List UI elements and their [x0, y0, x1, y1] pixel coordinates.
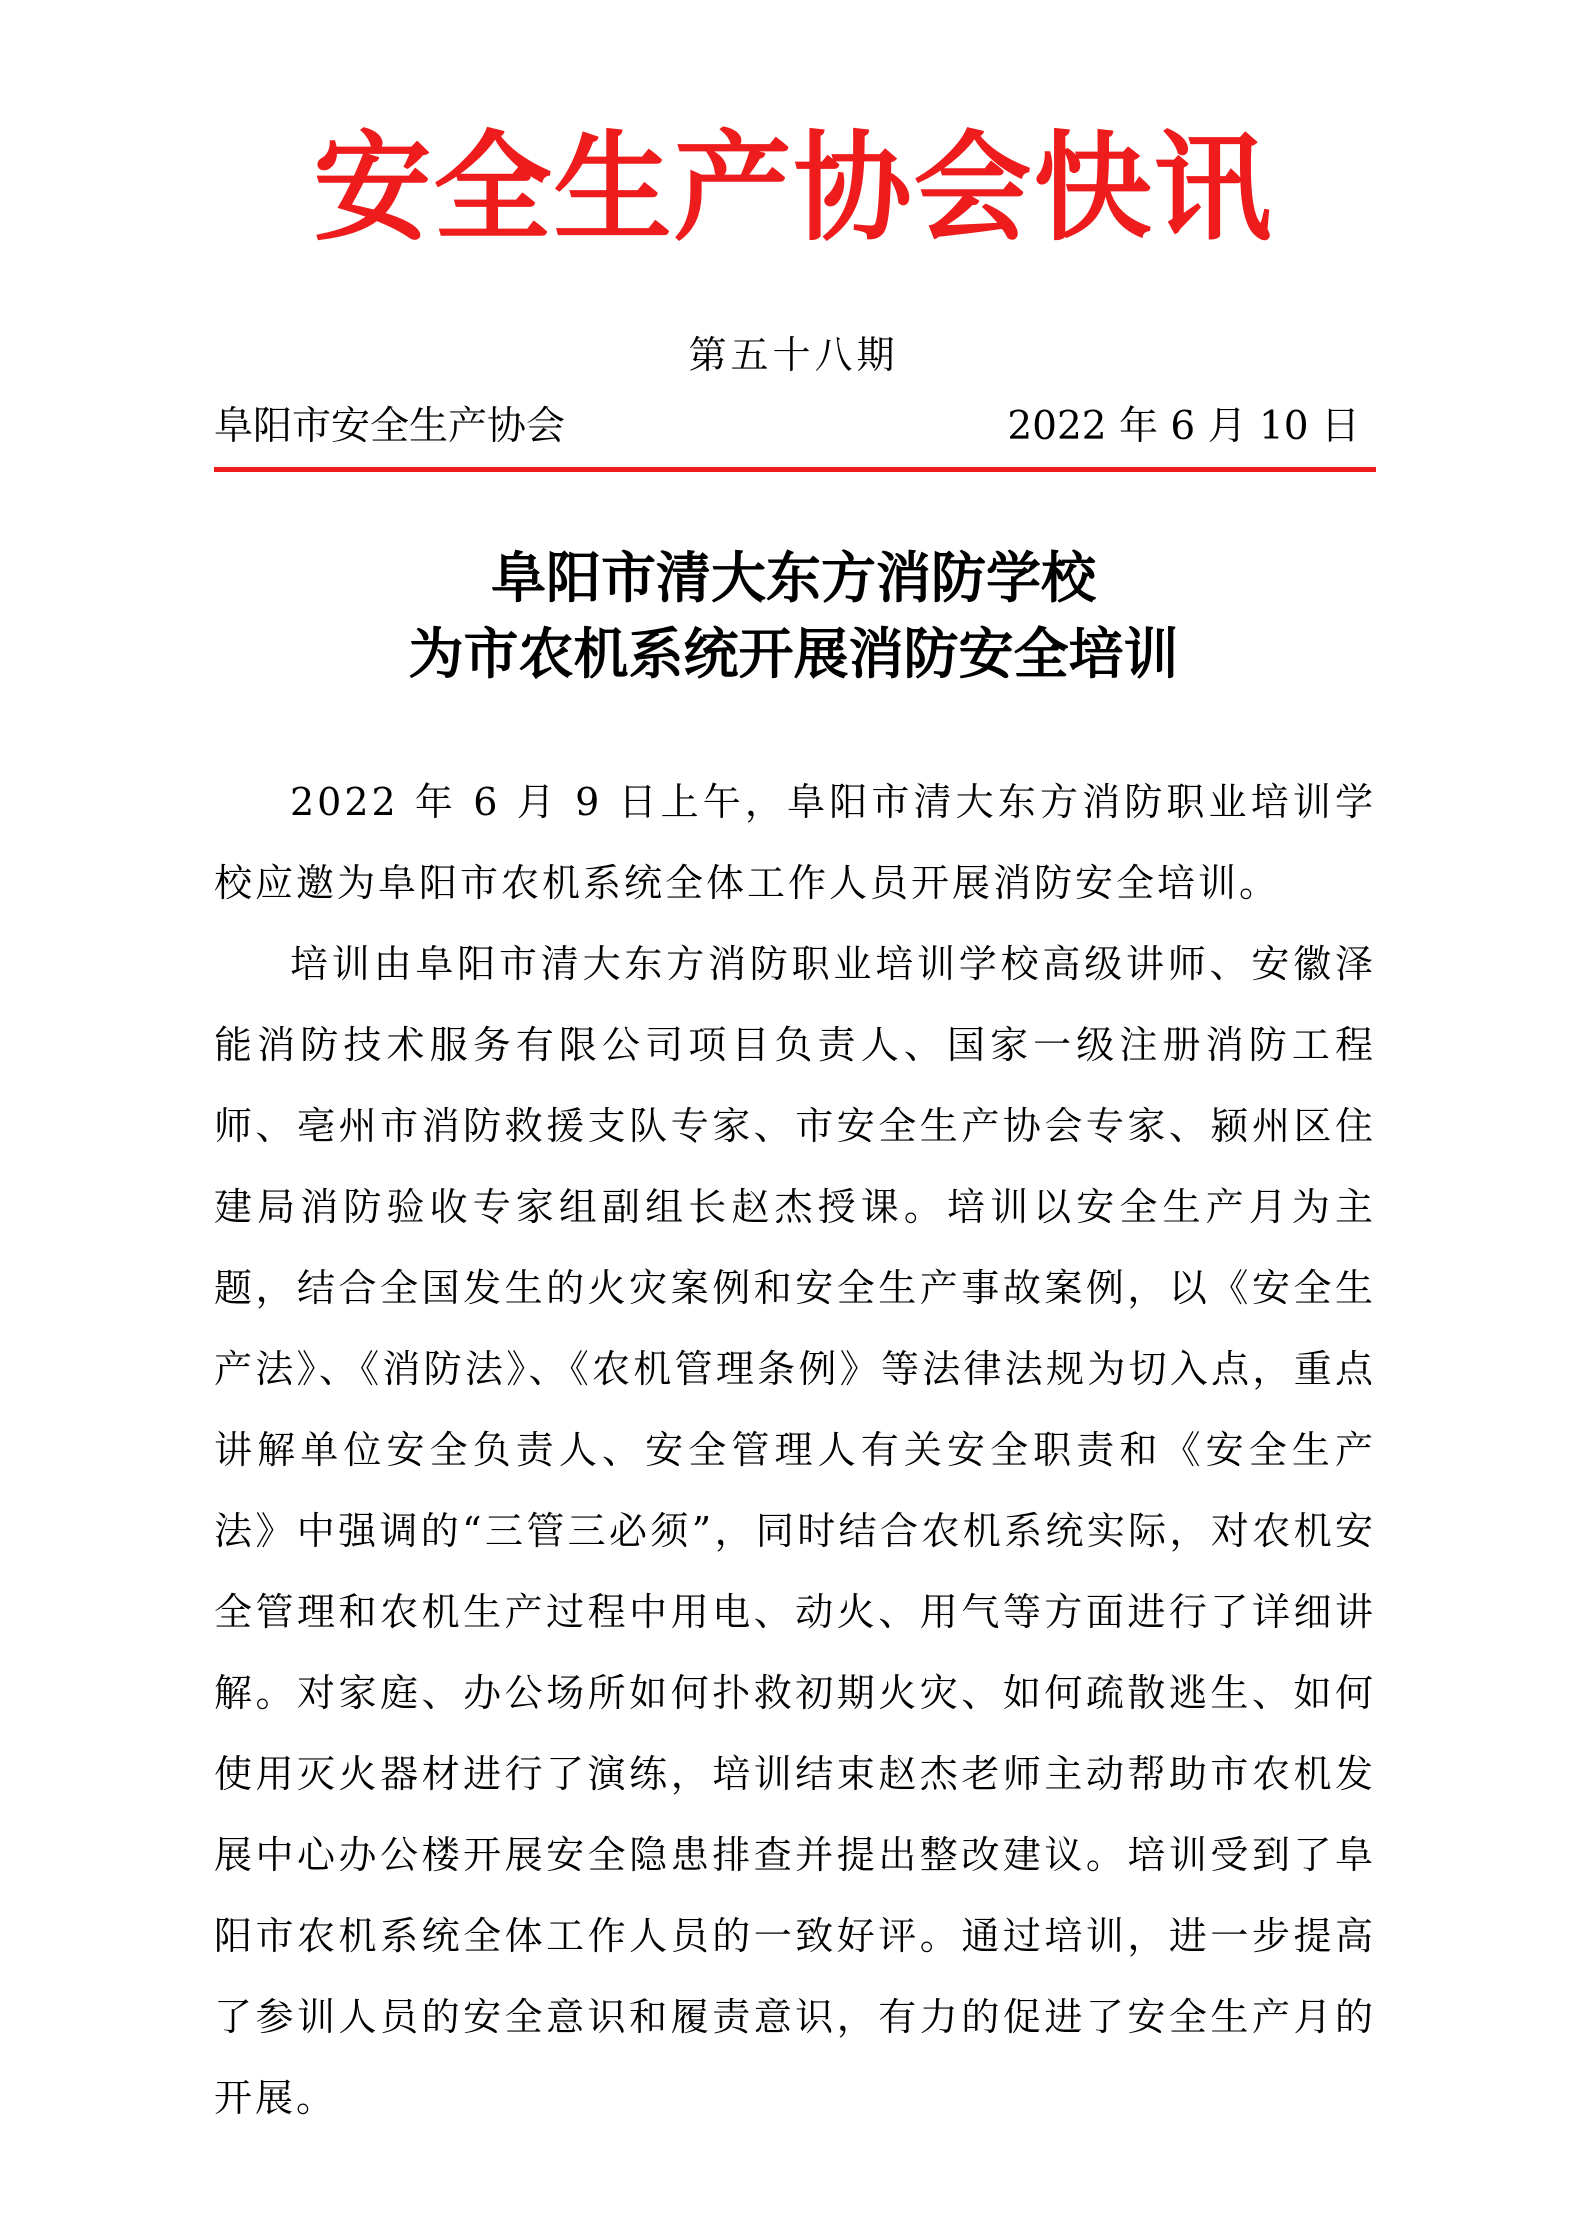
meta-row	[214, 402, 1376, 452]
header-divider	[214, 467, 1376, 472]
publish-date: 2022 年 6 月 10 日	[1007, 404, 1360, 449]
article-paragraph: 2022 年 6 月 9 日上午，阜阳市清大东方消防职业培训学校应邀为阜阳市农机系统全体工作人员开展消防安全培训。	[214, 780, 1376, 905]
article-body	[214, 762, 1376, 2139]
headline-line-2: 为市农机系统开展消防安全培训	[408, 622, 1179, 686]
article-paragraph: 培训由阜阳市清大东方消防职业培训学校高级讲师、安徽泽能消防技术服务有限公司项目负责人、国家一级注册消防工程师、亳州市消防救援支队专家、市安全生产协会专家、颍州区住建局消防验收专家组副组长赵杰授课。培训以安全生产月为主题，结合全国发生的火灾案例和安全生产事故案例，以《安全生产法》、《消防法》、《农机管理条例》等法律法规为切入点，重点讲解单位安全负责人、安全管理人有关安全职责和《安全生产法》中强调的“三管三必须”，同时结合农机系统实际，对农机安全管理和农机生产过程中用电、动火、用气等方面进行了详细讲解。对家庭、办公场所如何扑救初期火灾、如何疏散逃生、如何使用灭火器材进行了演练，培训结束赵杰老师主动帮助市农机发展中心办公楼开展安全隐患排查并提出整改建议。培训受到了阜阳市农机系统全体工作人员的一致好评。通过培训，进一步提高了参训人员的安全意识和履责意识，有力的促进了安全生产月的开展。	[214, 942, 1376, 2120]
masthead-title: 安全生产协会快讯	[313, 118, 1274, 257]
article-headline	[0, 540, 1587, 692]
issue-number: 第五十八期	[688, 333, 899, 377]
publisher-name: 阜阳市安全生产协会	[214, 404, 566, 449]
headline-line-1: 阜阳市清大东方消防学校	[490, 546, 1096, 610]
